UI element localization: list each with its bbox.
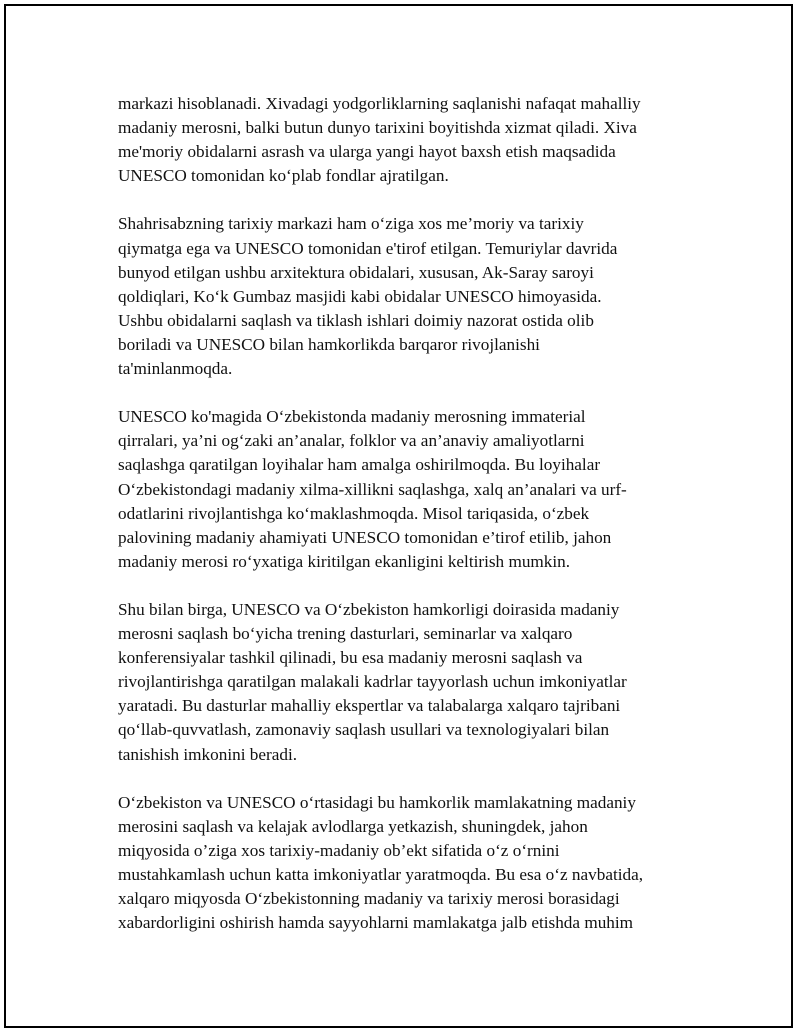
document-body: [118, 92, 698, 935]
text-line: ta'minlanmoqda.: [118, 359, 233, 379]
text-line: rivojlantirishga qaratilgan malakali kadrlar tayyorlash uchun imkoniyatlar: [118, 672, 627, 692]
text-line: qirralari, ya’ni og‘zaki an’analar, folklor va an’anaviy amaliyotlarni: [118, 431, 585, 451]
text-line: merosini saqlash va kelajak avlodlarga yetkazish, shuningdek, jahon: [118, 816, 588, 836]
paragraph-1: [118, 92, 698, 188]
paragraph-3: [118, 405, 698, 574]
text-line: UNESCO tomonidan ko‘plab fondlar ajratilgan.: [118, 166, 449, 186]
text-line: Shu bilan birga, UNESCO va O‘zbekiston hamkorligi doirasida madaniy: [118, 599, 620, 619]
text-line: UNESCO ko'magida O‘zbekistonda madaniy merosning immaterial: [118, 407, 586, 427]
text-line: qoldiqlari, Ko‘k Gumbaz masjidi kabi obidalar UNESCO himoyasida.: [118, 286, 602, 306]
text-line: madaniy merosni, balki butun dunyo tarixini boyitishda xizmat qiladi. Xiva: [118, 118, 637, 138]
text-line: tanishish imkonini beradi.: [118, 744, 298, 764]
text-line: O‘zbekiston va UNESCO o‘rtasidagi bu hamkorlik mamlakatning madaniy: [118, 792, 636, 812]
text-line: saqlashga qaratilgan loyihalar ham amalga oshirilmoqda. Bu loyihalar: [118, 455, 601, 475]
text-line: markazi hisoblanadi. Xivadagi yodgorliklarning saqlanishi nafaqat mahalliy: [118, 94, 641, 113]
text-line: madaniy merosi ro‘yxatiga kiritilgan ekanligini keltirish mumkin.: [118, 551, 571, 571]
paragraph-2: [118, 212, 698, 381]
text-line: Ushbu obidalarni saqlash va tiklash ishlari doimiy nazorat ostida olib: [118, 310, 594, 330]
text-line: miqyosida o’ziga xos tarixiy-madaniy ob’ekt sifatida o‘z o‘rnini: [118, 840, 560, 860]
text-line: palovining madaniy ahamiyati UNESCO tomonidan e’tirof etilib, jahon: [118, 527, 612, 547]
text-line: O‘zbekistondagi madaniy xilma-xillikni saqlashga, xalq an’analari va urf-: [118, 479, 627, 499]
text-line: me'moriy obidalarni asrash va ularga yangi hayot baxsh etish maqsadida: [118, 142, 616, 162]
paragraph-4: [118, 598, 698, 767]
text-line: Shahrisabzning tarixiy markazi ham o‘ziga xos me’moriy va tarixiy: [118, 214, 584, 234]
text-line: boriladi va UNESCO bilan hamkorlikda barqaror rivojlanishi: [118, 334, 540, 354]
text-line: yaratadi. Bu dasturlar mahalliy ekspertlar va talabalarga xalqaro tajribani: [118, 696, 621, 716]
text-line: mustahkamlash uchun katta imkoniyatlar yaratmoqda. Bu esa o‘z navbatida,: [118, 865, 644, 884]
text-line: konferensiyalar tashkil qilinadi, bu esa madaniy merosni saqlash va: [118, 648, 583, 668]
text-line: xalqaro miqyosda O‘zbekistonning madaniy va tarixiy merosi borasidagi: [118, 889, 620, 909]
paragraph-5: [118, 791, 698, 936]
text-line: xabardorligini oshirish hamda sayyohlarni mamlakatga jalb etishda muhim: [118, 913, 634, 933]
text-line: qo‘llab-quvvatlash, zamonaviy saqlash usullari va texnologiyalari bilan: [118, 720, 610, 740]
text-line: bunyod etilgan ushbu arxitektura obidalari, xususan, Ak-Saray saroyi: [118, 262, 594, 282]
text-line: odatlarini rivojlantishga ko‘maklashmoqda. Misol tariqasida, o‘zbek: [118, 503, 590, 523]
text-line: merosni saqlash bo‘yicha trening dasturlari, seminarlar va xalqaro: [118, 624, 573, 644]
text-line: qiymatga ega va UNESCO tomonidan e'tirof etilgan. Temuriylar davrida: [118, 238, 618, 258]
